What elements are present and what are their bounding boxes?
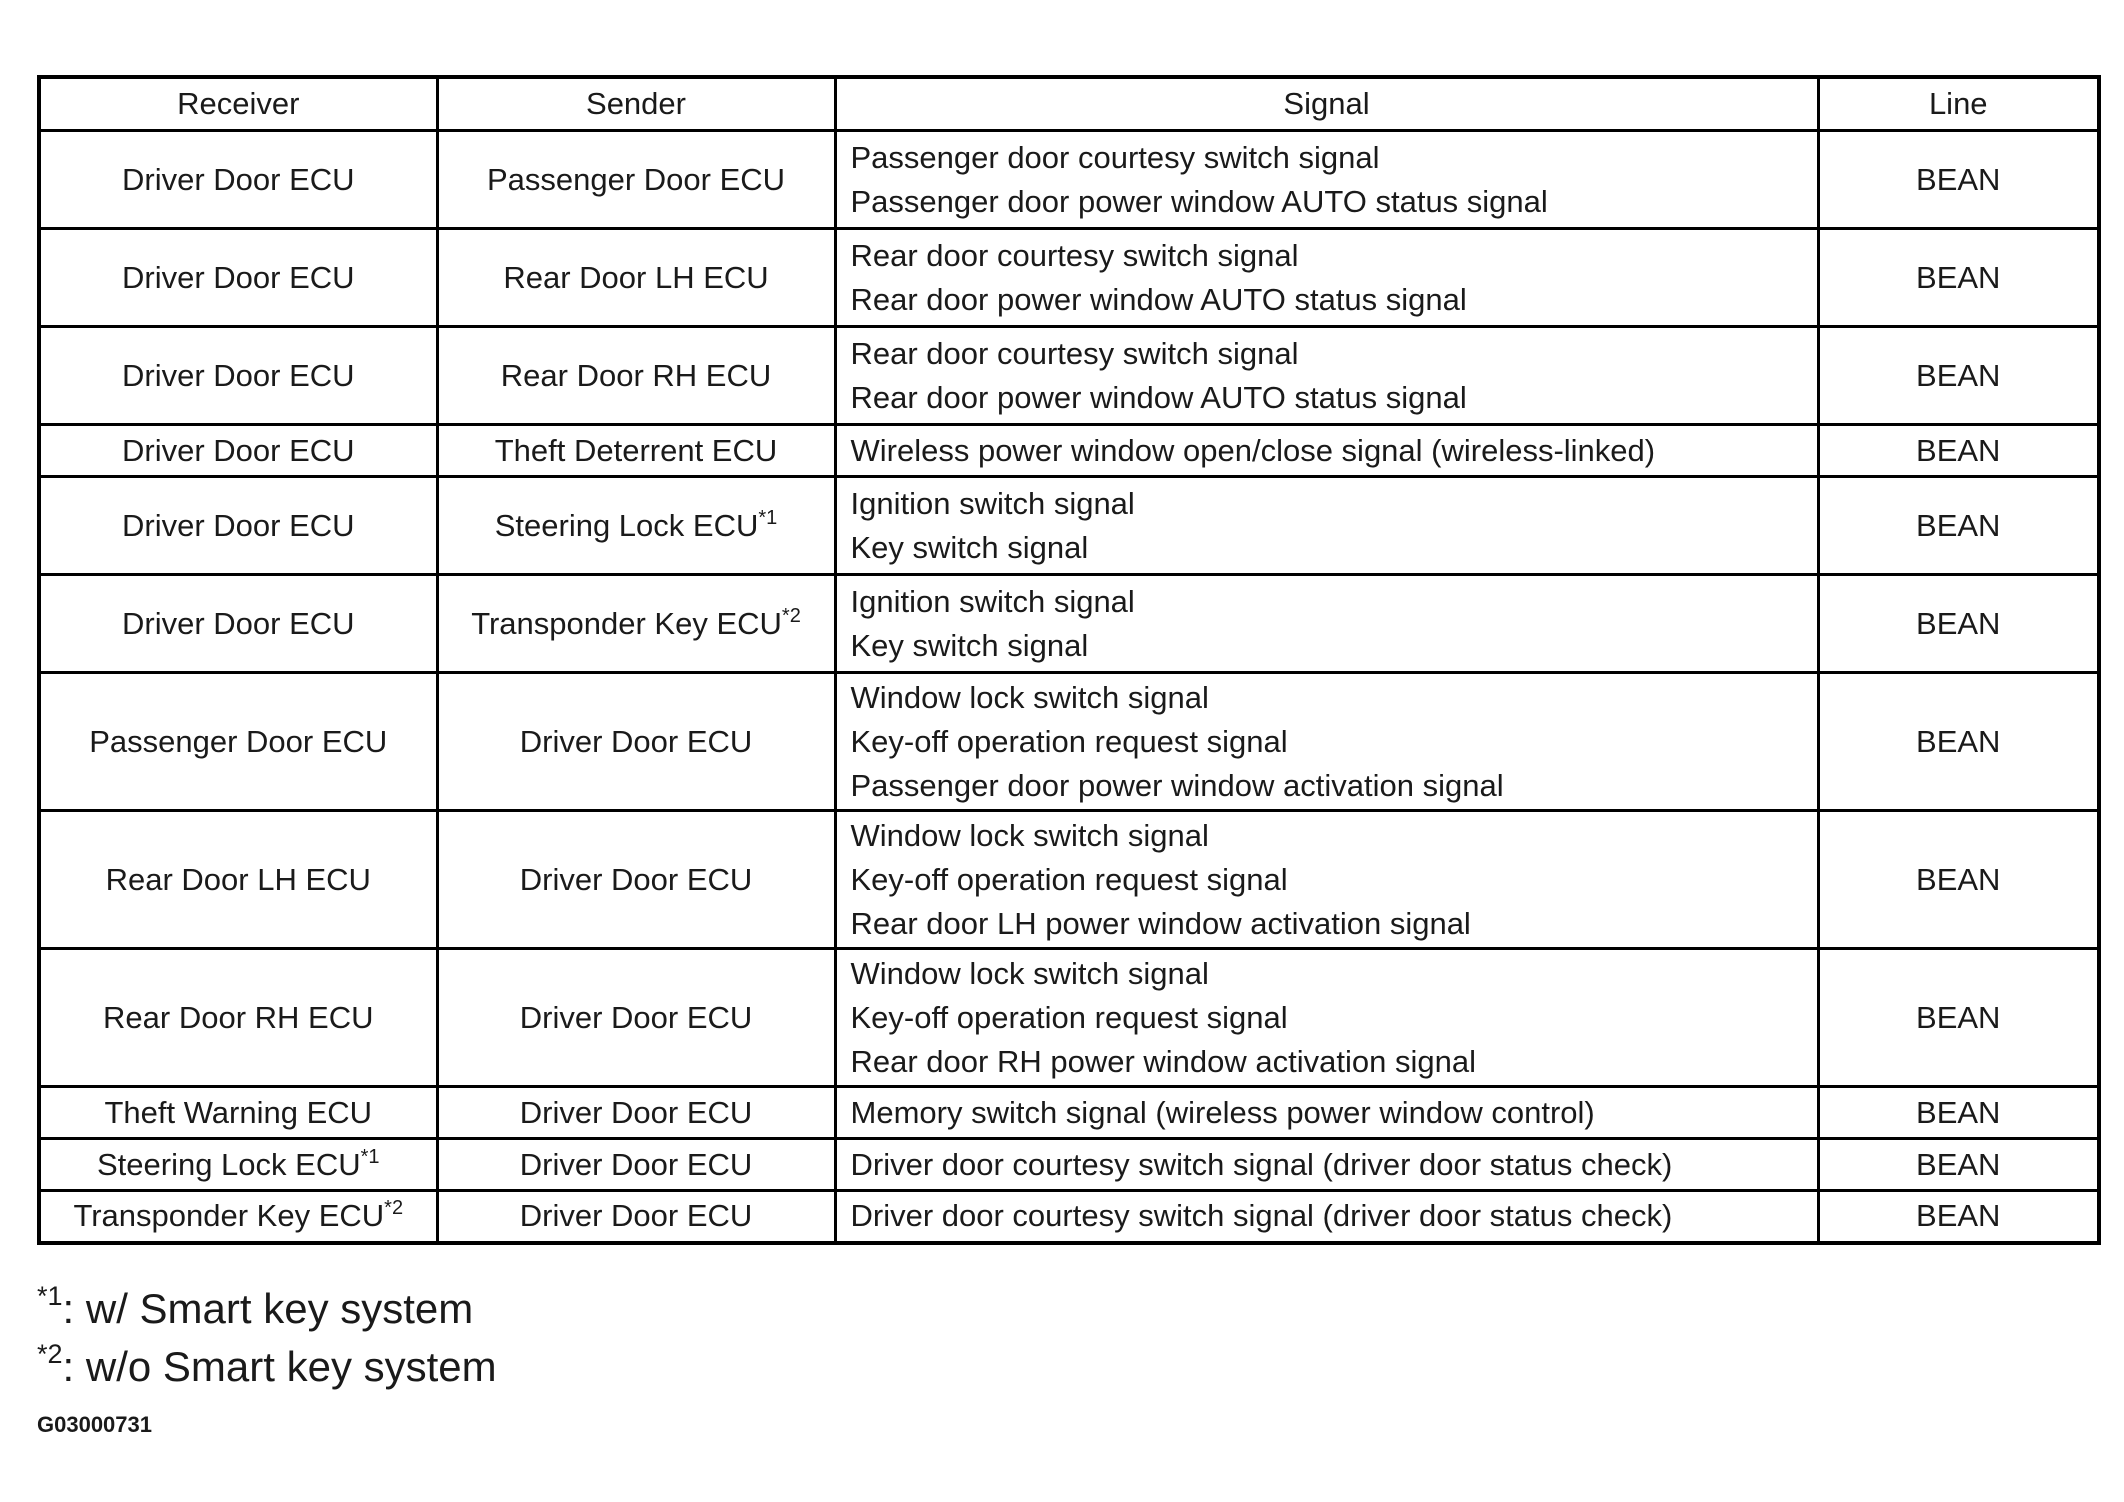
receiver-cell-text: Driver Door ECU: [121, 357, 355, 393]
footnote-1: [37, 1280, 497, 1338]
sender-cell-text: Transponder Key ECU: [471, 605, 782, 641]
signal-cell: [835, 575, 1818, 673]
header-receiver: Receiver: [39, 77, 437, 131]
receiver-cell-text: Driver Door ECU: [121, 161, 355, 197]
signal-line: Rear door courtesy switch signal: [850, 237, 1299, 273]
receiver-cell-text: Rear Door RH ECU: [103, 999, 374, 1035]
receiver-cell: [39, 673, 437, 811]
sender-cell-text: Steering Lock ECU: [494, 507, 759, 543]
receiver-cell-text: Driver Door ECU: [121, 432, 355, 468]
table-row: [39, 1087, 2099, 1139]
sender-cell: [437, 477, 835, 575]
table-row: [39, 1191, 2099, 1243]
line-cell: BEAN: [1818, 575, 2099, 673]
footnote-ref: *1: [758, 506, 778, 529]
line-cell: BEAN: [1818, 811, 2099, 949]
figure-id: G03000731: [37, 1412, 152, 1437]
receiver-cell: [39, 949, 437, 1087]
header-sender: Sender: [437, 77, 835, 131]
sender-cell-text: Passenger Door ECU: [486, 161, 786, 197]
receiver-cell: [39, 425, 437, 477]
line-cell: BEAN: [1818, 477, 2099, 575]
receiver-cell-text: Rear Door LH ECU: [105, 861, 371, 897]
line-cell: BEAN: [1818, 327, 2099, 425]
receiver-cell: [39, 1191, 437, 1243]
table-row: [39, 229, 2099, 327]
table-row: [39, 575, 2099, 673]
signal-cell: [835, 327, 1818, 425]
sender-cell-text: Rear Door LH ECU: [503, 259, 769, 295]
signal-line: Memory switch signal (wireless power window control): [850, 1094, 1595, 1130]
signal-line: Key switch signal: [850, 529, 1089, 565]
sender-cell-text: Rear Door RH ECU: [500, 357, 772, 393]
signal-line: Rear door courtesy switch signal: [850, 335, 1299, 371]
signal-line: Key-off operation request signal: [850, 723, 1288, 759]
sender-cell-text: Driver Door ECU: [519, 861, 753, 897]
receiver-cell-text: Driver Door ECU: [121, 605, 355, 641]
signal-cell: [835, 949, 1818, 1087]
receiver-cell-text: Driver Door ECU: [121, 259, 355, 295]
signal-line: Rear door power window AUTO status signal: [850, 281, 1467, 317]
receiver-cell-text: Driver Door ECU: [121, 507, 355, 543]
line-cell: BEAN: [1818, 1087, 2099, 1139]
receiver-cell-text: Steering Lock ECU: [96, 1146, 361, 1182]
line-cell: BEAN: [1818, 949, 2099, 1087]
receiver-cell: [39, 1139, 437, 1191]
table-row: [39, 1139, 2099, 1191]
sender-cell: [437, 949, 835, 1087]
header-line: Line: [1818, 77, 2099, 131]
signal-line: Ignition switch signal: [850, 583, 1135, 619]
communication-table: [37, 75, 2101, 1245]
signal-line: Key-off operation request signal: [850, 999, 1288, 1035]
sender-cell-text: Driver Door ECU: [519, 1198, 753, 1234]
receiver-cell: [39, 229, 437, 327]
sender-cell-text: Driver Door ECU: [519, 1146, 753, 1182]
signal-line: Key switch signal: [850, 627, 1089, 663]
footnote-2: [37, 1338, 497, 1396]
line-cell: BEAN: [1818, 1191, 2099, 1243]
receiver-cell: [39, 131, 437, 229]
signal-line: Passenger door power window AUTO status signal: [850, 183, 1548, 219]
line-cell: BEAN: [1818, 131, 2099, 229]
table-row: [39, 811, 2099, 949]
sender-cell: [437, 1087, 835, 1139]
sender-cell: [437, 811, 835, 949]
receiver-cell: [39, 477, 437, 575]
signal-cell: [835, 477, 1818, 575]
footnote-text: : w/o Smart key system: [62, 1343, 497, 1390]
signal-cell: [835, 1191, 1818, 1243]
sender-cell: [437, 327, 835, 425]
receiver-cell-text: Passenger Door ECU: [89, 723, 388, 759]
sender-cell: [437, 131, 835, 229]
receiver-cell: [39, 811, 437, 949]
sender-cell: [437, 1191, 835, 1243]
signal-cell: [835, 131, 1818, 229]
signal-line: Rear door RH power window activation signal: [850, 1043, 1476, 1079]
footnote-ref: *2: [384, 1197, 404, 1220]
sender-cell: [437, 1139, 835, 1191]
footnote-mark: *2: [37, 1339, 63, 1369]
footnote-text: : w/ Smart key system: [62, 1285, 474, 1332]
receiver-cell: [39, 327, 437, 425]
table-row: [39, 949, 2099, 1087]
table-row: [39, 425, 2099, 477]
sender-cell: [437, 673, 835, 811]
signal-cell: [835, 229, 1818, 327]
signal-cell: [835, 673, 1818, 811]
header-signal: Signal: [835, 77, 1818, 131]
table-row: [39, 673, 2099, 811]
line-cell: BEAN: [1818, 229, 2099, 327]
sender-cell-text: Driver Door ECU: [519, 1094, 753, 1130]
signal-line: Window lock switch signal: [850, 955, 1209, 991]
sender-cell-text: Driver Door ECU: [519, 723, 753, 759]
footnote-ref: *1: [360, 1145, 380, 1168]
receiver-cell-text: Transponder Key ECU: [73, 1198, 385, 1234]
footnote-mark: *1: [37, 1281, 63, 1311]
signal-line: Passenger door power window activation signal: [850, 767, 1504, 803]
signal-line: Rear door LH power window activation signal: [850, 905, 1471, 941]
signal-line: Wireless power window open/close signal (wireless-linked): [850, 432, 1656, 468]
signal-cell: [835, 1139, 1818, 1191]
receiver-cell: [39, 575, 437, 673]
signal-cell: [835, 425, 1818, 477]
receiver-cell-text: Theft Warning ECU: [104, 1094, 373, 1130]
signal-line: Key-off operation request signal: [850, 861, 1288, 897]
signal-line: Passenger door courtesy switch signal: [850, 139, 1380, 175]
signal-line: Window lock switch signal: [850, 679, 1209, 715]
line-cell: BEAN: [1818, 1139, 2099, 1191]
sender-cell-text: Driver Door ECU: [519, 999, 753, 1035]
footnote-ref: *2: [781, 604, 801, 627]
table-row: [39, 131, 2099, 229]
table-body: [39, 131, 2099, 1243]
footnotes: [37, 1280, 497, 1396]
signal-line: Ignition switch signal: [850, 485, 1135, 521]
line-cell: BEAN: [1818, 425, 2099, 477]
line-cell: BEAN: [1818, 673, 2099, 811]
signal-line: Rear door power window AUTO status signal: [850, 379, 1467, 415]
signal-line: Driver door courtesy switch signal (driver door status check): [850, 1198, 1673, 1234]
sender-cell: [437, 425, 835, 477]
receiver-cell: [39, 1087, 437, 1139]
signal-line: Window lock switch signal: [850, 817, 1209, 853]
sender-cell-text: Theft Deterrent ECU: [494, 432, 778, 468]
table-header-row: [39, 77, 2099, 131]
sender-cell: [437, 575, 835, 673]
signal-cell: [835, 1087, 1818, 1139]
signal-line: Driver door courtesy switch signal (driver door status check): [850, 1146, 1673, 1182]
table-row: [39, 327, 2099, 425]
sender-cell: [437, 229, 835, 327]
signal-cell: [835, 811, 1818, 949]
table-row: [39, 477, 2099, 575]
